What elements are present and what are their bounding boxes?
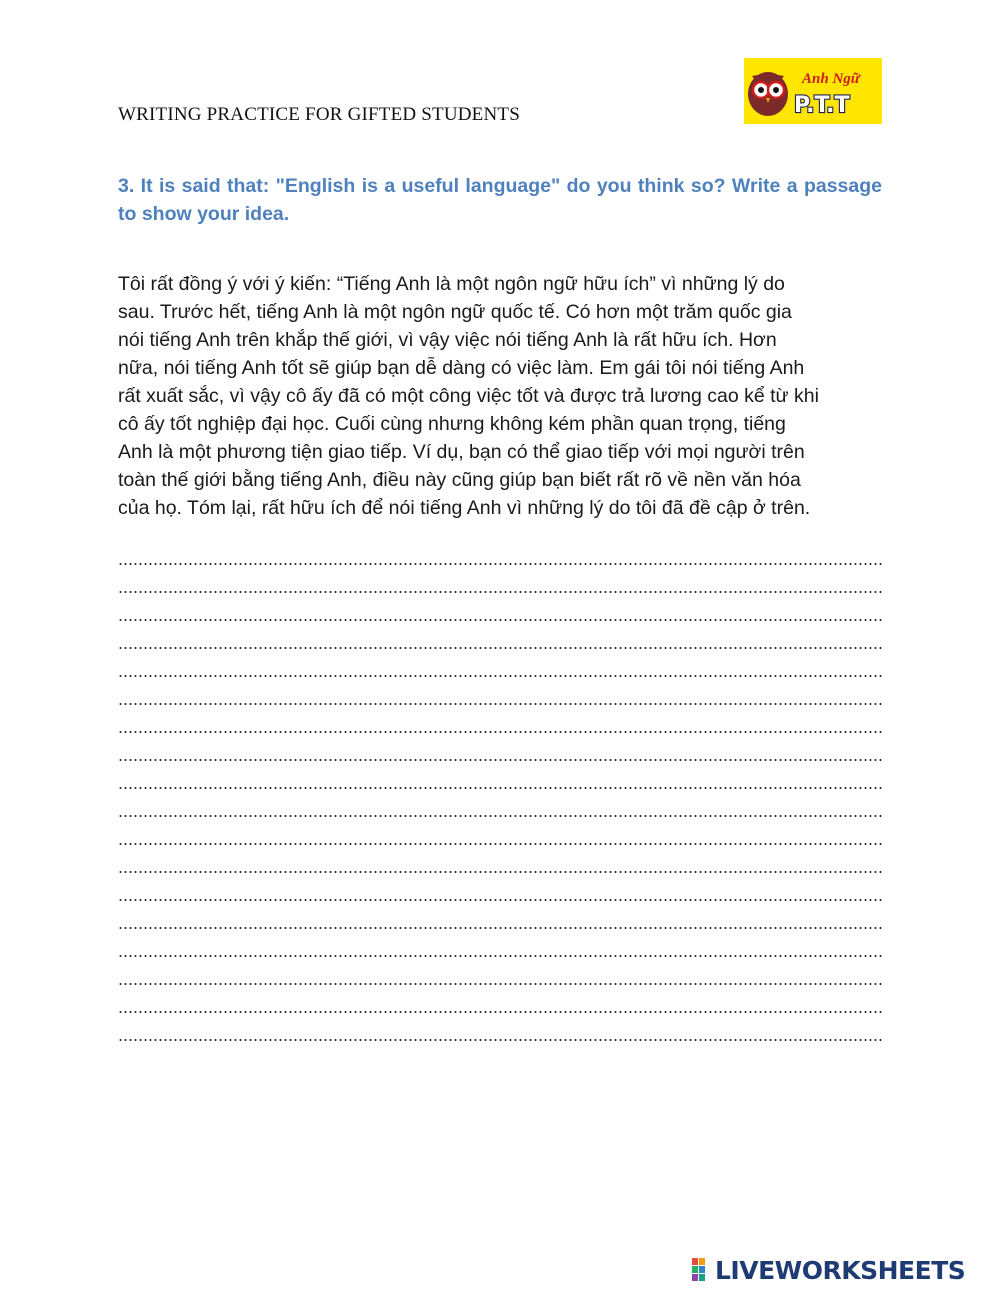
answer-line[interactable]: [118, 962, 882, 990]
svg-text:P.T.T: P.T.T: [794, 93, 850, 118]
answer-writing-area[interactable]: [118, 542, 882, 1046]
answer-line[interactable]: [118, 738, 882, 766]
passage-line: sau. Trước hết, tiếng Anh là một ngôn ngữ quốc tế. Có hơn một trăm quốc gia: [118, 301, 792, 323]
passage-line: nữa, nói tiếng Anh tốt sẽ giúp bạn dễ dàng có việc làm. Em gái tôi nói tiếng Anh: [118, 357, 805, 379]
svg-text:Anh Ngữ: Anh Ngữ: [802, 71, 860, 87]
passage-line: của họ. Tóm lại, rất hữu ích để nói tiếng Anh vì những lý do tôi đã đề cập ở trên.: [118, 497, 811, 519]
answer-line[interactable]: [118, 682, 882, 710]
answer-line[interactable]: [118, 990, 882, 1018]
answer-line[interactable]: [118, 822, 882, 850]
answer-line[interactable]: [118, 878, 882, 906]
passage-line: cô ấy tốt nghiệp đại học. Cuối cùng nhưng không kém phần quan trọng, tiếng: [118, 413, 786, 435]
answer-line[interactable]: [118, 934, 882, 962]
question-prompt: 3. It is said that: "English is a useful language" do you think so? Write a passage to show your idea.: [118, 175, 882, 225]
answer-line[interactable]: [118, 626, 882, 654]
worksheet-title: WRITING PRACTICE FOR GIFTED STUDENTS: [118, 104, 520, 125]
answer-line[interactable]: [118, 542, 882, 570]
answer-line[interactable]: [118, 1018, 882, 1046]
sample-passage: [118, 270, 888, 522]
liveworksheets-brand: [692, 1254, 965, 1286]
brand-text: LIVEWORKSHEETS: [715, 1255, 966, 1285]
answer-line[interactable]: [118, 598, 882, 626]
passage-line: toàn thế giới bằng tiếng Anh, điều này cũng giúp bạn biết rất rõ về nền văn hóa: [118, 469, 801, 491]
answer-line[interactable]: [118, 794, 882, 822]
passage-line: Anh là một phương tiện giao tiếp. Ví dụ, bạn có thể giao tiếp với mọi người trên: [118, 441, 805, 463]
answer-line[interactable]: [118, 906, 882, 934]
school-logo: [744, 58, 882, 124]
answer-line[interactable]: [118, 850, 882, 878]
answer-line[interactable]: [118, 766, 882, 794]
passage-line: nói tiếng Anh trên khắp thế giới, vì vậy việc nói tiếng Anh là rất hữu ích. Hơn: [118, 329, 777, 351]
liveworksheets-logo-icon: [692, 1258, 712, 1282]
answer-line[interactable]: [118, 654, 882, 682]
passage-line: rất xuất sắc, vì vậy cô ấy đã có một công việc tốt và được trả lương cao kể từ khi: [118, 385, 819, 407]
answer-line[interactable]: [118, 570, 882, 598]
passage-line: Tôi rất đồng ý với ý kiến: “Tiếng Anh là một ngôn ngữ hữu ích” vì những lý do: [118, 273, 785, 295]
answer-line[interactable]: [118, 710, 882, 738]
